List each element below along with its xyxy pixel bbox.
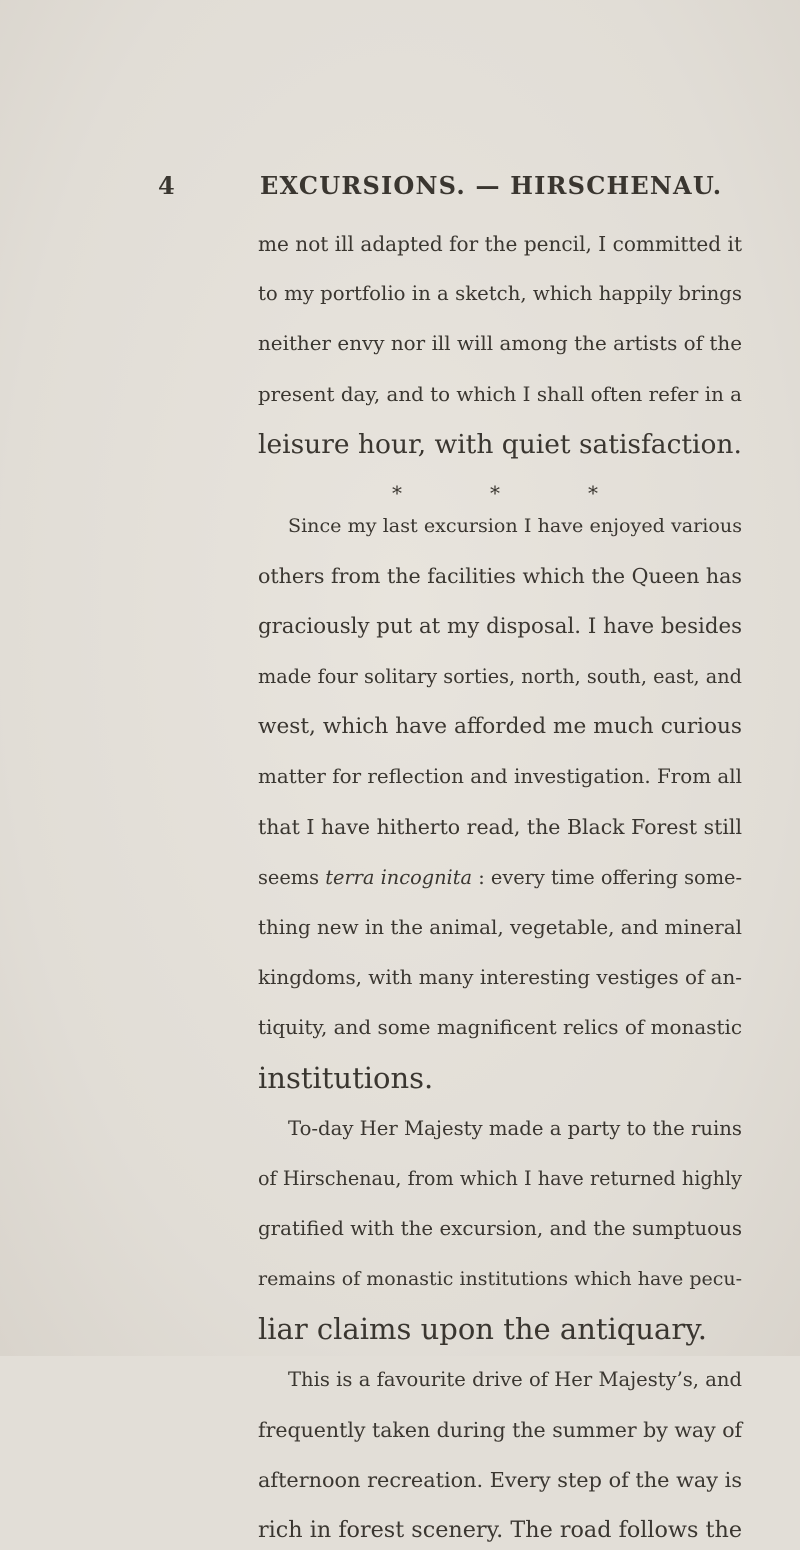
text-line: neither envy nor ill will among the artists of the [258,332,742,356]
section-divider [0,481,800,505]
text-line: matter for reflection and investigation. From all [258,765,742,789]
text-line: west, which have afforded me much curious [258,713,742,739]
text-line: others from the facilities which the Queen has [258,564,742,589]
text-line: rich in forest scenery. The road follows the [258,1517,742,1544]
text-line: made four solitary sorties, north, south, east, and [258,664,742,688]
text-line: To-day Her Majesty made a party to the ruins [288,1116,742,1140]
text-line: graciously put at my disposal. I have besides [258,613,742,639]
text-line: present day, and to which I shall often refer in a [258,382,742,406]
asterisk: * [490,481,500,505]
text-line: institutions. [258,1061,434,1096]
text-line: me not ill adapted for the pencil, I committed it [258,232,742,256]
asterisk: * [392,481,402,505]
text-line: that I have hitherto read, the Black Forest still [258,815,742,840]
text-line: Since my last excursion I have enjoyed various [288,514,742,538]
text-line: frequently taken during the summer by way of [258,1417,743,1442]
text-line: kingdoms, with many interesting vestiges of an- [258,965,742,989]
text-line: remains of monastic institutions which have pecu- [258,1268,742,1291]
asterisk: * [588,481,598,505]
text-segment: : every time offering some- [472,865,742,889]
text-line: leisure hour, with quiet satisfaction. [258,428,742,460]
text-line: of Hirschenau, from which I have returned highly [258,1166,742,1190]
page-number: 4 [158,171,175,200]
text-line [258,858,742,898]
text-line: thing new in the animal, vegetable, and mineral [258,915,742,939]
page-header [0,166,800,206]
running-head: EXCURSIONS. — HIRSCHENAU. [260,171,723,200]
text-line: afternoon recreation. Every step of the way is [258,1467,742,1492]
text-line: liar claims upon the antiquary. [258,1312,707,1347]
text-segment: seems [258,865,326,889]
text-line: This is a favourite drive of Her Majesty’s, and [288,1367,742,1391]
text-line: to my portfolio in a sketch, which happily brings [258,282,742,306]
italic-phrase: terra incognita [325,865,473,889]
text-line: gratified with the excursion, and the sumptuous [258,1216,742,1240]
text-line: tiquity, and some magnificent relics of monastic [258,1016,742,1040]
